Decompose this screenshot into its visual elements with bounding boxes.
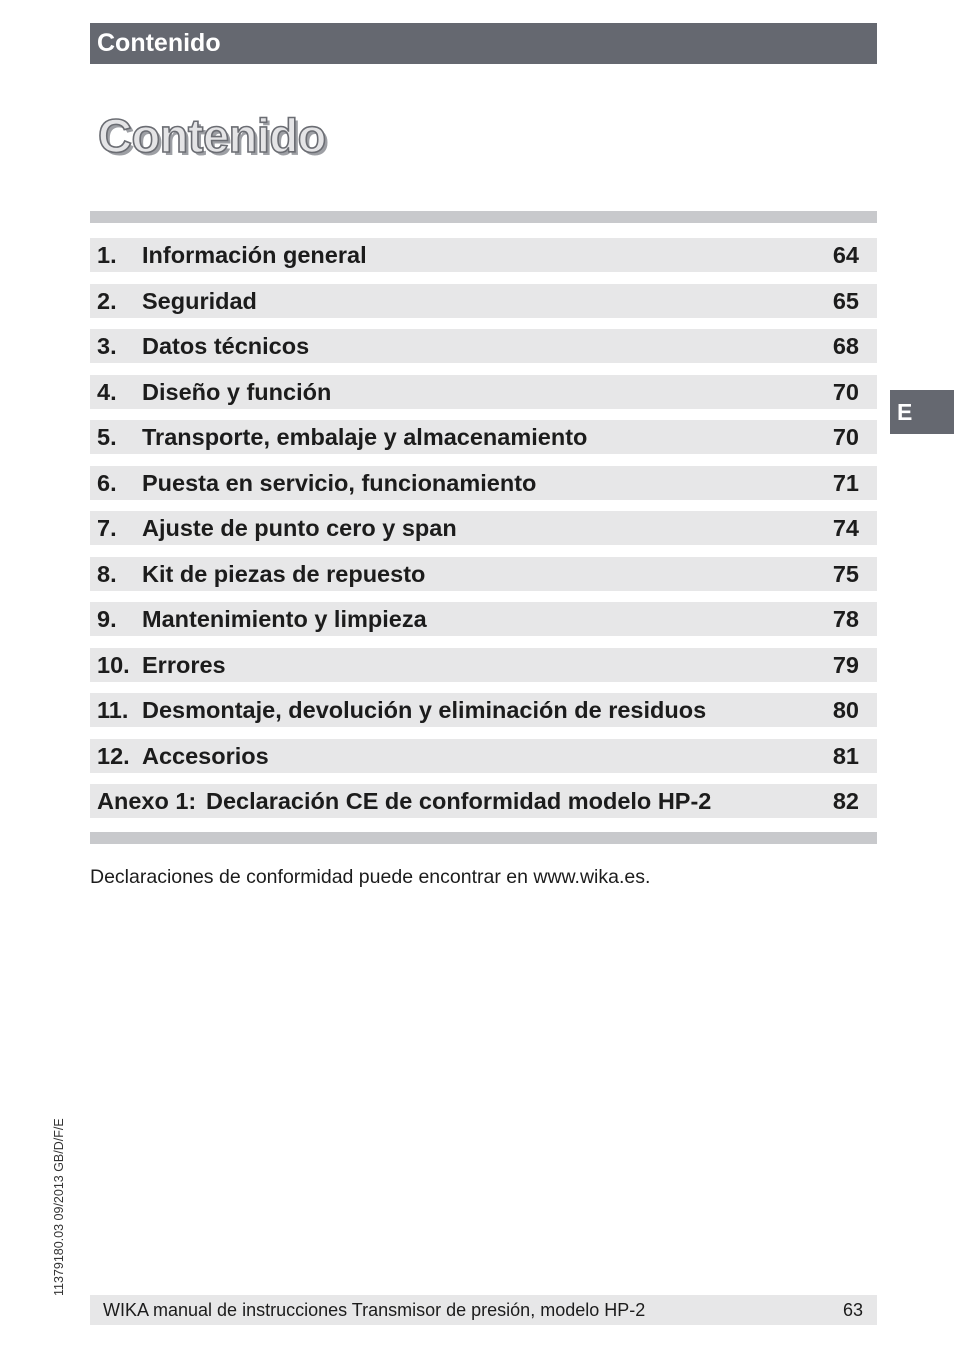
toc-entry-number: 3. xyxy=(97,333,117,359)
toc-entry[interactable] xyxy=(90,602,877,636)
toc-entry-number: 5. xyxy=(97,424,117,450)
footer-text: WIKA manual de instrucciones Transmisor de presión, modelo HP-2 xyxy=(103,1300,646,1320)
toc-entry-title: Mantenimiento y limpieza xyxy=(142,606,427,632)
toc-entry-number: 1. xyxy=(97,242,117,268)
toc-entry-page: 65 xyxy=(832,287,859,314)
page-number: 63 xyxy=(842,1300,863,1320)
toc-entry[interactable] xyxy=(90,420,877,454)
toc-entry-page: 78 xyxy=(832,606,859,632)
toc-entry-title: Ajuste de punto cero y span xyxy=(142,515,457,541)
toc-entry-page: 71 xyxy=(832,469,859,496)
toc-entry-number: 10. xyxy=(97,651,130,678)
document-code: 11379180.03 09/2013 GB/D/F/E xyxy=(52,1118,66,1296)
toc-entry[interactable] xyxy=(90,375,877,409)
toc-entry-number: Anexo 1: xyxy=(97,788,197,814)
toc-entry-number: 11. xyxy=(97,697,129,723)
toc-entry-number: 9. xyxy=(97,606,117,632)
toc-entry-page: 70 xyxy=(832,424,859,450)
table-of-contents xyxy=(90,238,877,830)
page-title: Contenido xyxy=(98,109,326,162)
toc-entry-page: 80 xyxy=(832,697,859,723)
page-footer xyxy=(90,1295,877,1325)
toc-entry-title: Puesta en servicio, funcionamiento xyxy=(142,469,537,496)
toc-entry[interactable] xyxy=(90,466,877,500)
section-header: Contenido xyxy=(90,23,877,64)
toc-entry-page: 79 xyxy=(832,651,859,678)
toc-entry-page: 74 xyxy=(832,515,859,541)
toc-entry[interactable] xyxy=(90,739,877,773)
toc-entry-number: 8. xyxy=(97,560,117,587)
toc-entry[interactable] xyxy=(90,238,877,272)
toc-entry[interactable] xyxy=(90,648,877,682)
toc-entry-title: Datos técnicos xyxy=(142,333,310,359)
toc-entry-title: Declaración CE de conformidad modelo HP-2 xyxy=(206,788,712,814)
toc-entry[interactable] xyxy=(90,511,877,545)
toc-entry-page: 70 xyxy=(832,378,859,405)
toc-entry-title: Accesorios xyxy=(142,742,269,769)
toc-entry-title: Seguridad xyxy=(142,287,257,314)
toc-top-divider xyxy=(90,211,877,223)
toc-bottom-divider xyxy=(90,832,877,844)
toc-entry-page: 82 xyxy=(832,788,859,814)
toc-entry[interactable] xyxy=(90,329,877,363)
toc-entry-title: Kit de piezas de repuesto xyxy=(142,560,426,587)
conformity-note: Declaraciones de conformidad puede encontrar en www.wika.es. xyxy=(90,866,651,888)
toc-entry[interactable] xyxy=(90,693,877,727)
toc-entry-title: Transporte, embalaje y almacenamiento xyxy=(142,424,588,450)
toc-entry-number: 2. xyxy=(97,287,117,314)
toc-entry[interactable] xyxy=(90,284,877,318)
toc-entry-title: Información general xyxy=(142,242,367,268)
toc-entry-page: 81 xyxy=(832,742,859,769)
toc-entry-page: 68 xyxy=(832,333,859,359)
toc-entry-title: Diseño y función xyxy=(142,378,332,405)
toc-entry-annex[interactable] xyxy=(90,784,877,818)
toc-entry[interactable] xyxy=(90,557,877,591)
toc-entry-title: Errores xyxy=(142,651,226,678)
language-tab[interactable]: E xyxy=(890,390,954,434)
toc-entry-page: 75 xyxy=(832,560,859,587)
toc-entry-number: 4. xyxy=(97,378,117,405)
toc-entry-number: 6. xyxy=(97,469,117,496)
toc-entry-number: 12. xyxy=(97,742,130,769)
toc-entry-number: 7. xyxy=(97,515,117,541)
toc-entry-title: Desmontaje, devolución y eliminación de residuos xyxy=(142,697,707,723)
toc-entry-page: 64 xyxy=(832,242,859,268)
